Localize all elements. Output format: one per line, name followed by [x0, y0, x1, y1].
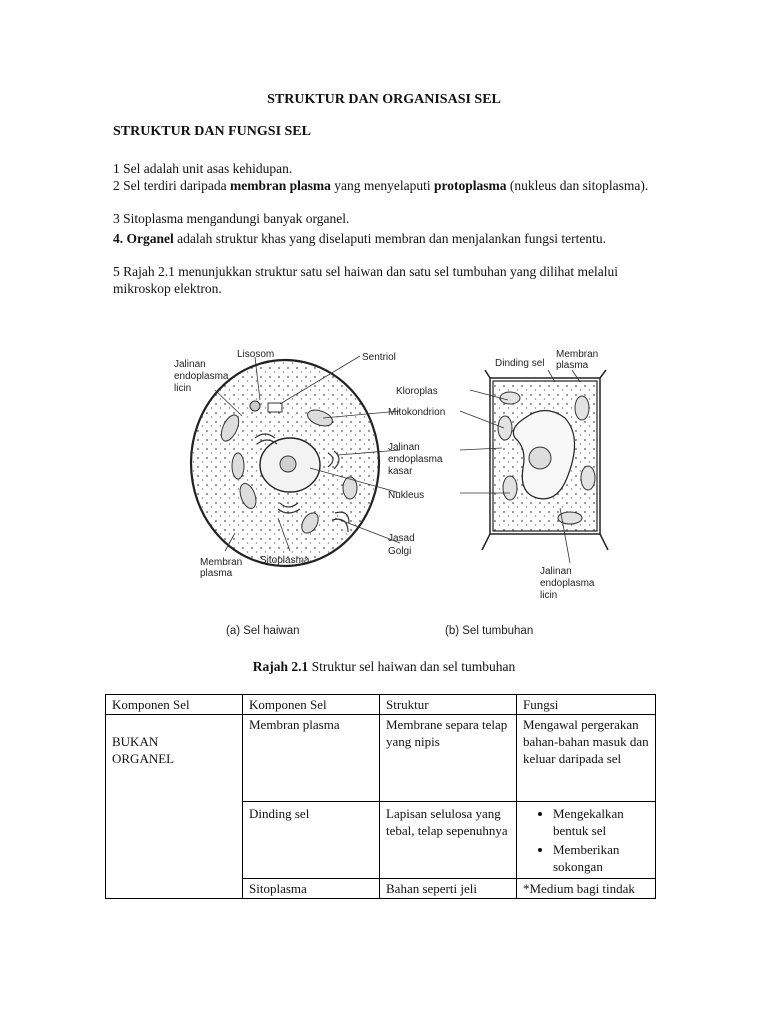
- label-mitokondrion: Mitokondrion: [388, 407, 446, 418]
- label-dinding-sel: Dinding sel: [495, 358, 545, 369]
- table-cell: Membran plasma: [243, 715, 380, 802]
- paragraph-3: 3 Sitoplasma mengandungi banyak organel.: [113, 211, 350, 226]
- label-jalinan-licin-tumbuhan: Jalinan endoplasma licin: [540, 566, 595, 601]
- page-title: STRUKTUR DAN ORGANISASI SEL: [267, 92, 501, 107]
- list-item: • Memberikan sokongan: [553, 841, 649, 875]
- table-cell: Bahan seperti jeli: [380, 879, 517, 899]
- cell-diagram: [160, 338, 620, 640]
- table-header: Komponen Sel: [106, 695, 243, 715]
- plant-cell: [482, 370, 608, 550]
- paragraph-4-text: adalah struktur khas yang diselaputi membran dan menjalankan fungsi tertentu.: [173, 231, 607, 246]
- paragraph-4: [113, 231, 653, 248]
- label-kloroplas: Kloroplas: [396, 386, 438, 397]
- figure-number: Rajah 2.1: [252, 659, 309, 674]
- table-cell: *Medium bagi tindak: [517, 879, 656, 899]
- table-cell: Mengawal pergerakan bahan-bahan masuk dan keluar daripada sel: [517, 715, 656, 802]
- table-header: Fungsi: [517, 695, 656, 715]
- table-cell: Membrane separa telap yang nipis: [380, 715, 517, 802]
- table-cell: Dinding sel: [243, 802, 380, 879]
- figure-caption-text: Struktur sel haiwan dan sel tumbuhan: [308, 659, 516, 674]
- term-organel: 4. Organel: [113, 231, 174, 246]
- label-sentriol: Sentriol: [362, 352, 396, 363]
- table-header-row: [106, 695, 656, 715]
- animal-cell: [191, 360, 379, 566]
- fungsi-list: [523, 805, 649, 875]
- label-nukleus: Nukleus: [388, 490, 425, 501]
- label-jalinan-kasar: Jalinan endoplasma kasar: [388, 442, 443, 477]
- paragraph-5: 5 Rajah 2.1 menunjukkan struktur satu sel haiwan dan satu sel tumbuhan yang dilihat melalui mikroskop elektron.: [113, 264, 619, 296]
- table-header: Komponen Sel: [243, 695, 380, 715]
- label-jasad-golgi: Jasad Golgi: [388, 533, 415, 557]
- term-membran-plasma: membran plasma: [229, 178, 331, 193]
- table-row: [106, 715, 656, 802]
- subcaption-sel-haiwan: (a) Sel haiwan: [226, 625, 300, 637]
- cell-components-table: [105, 694, 656, 899]
- table-cell: Lapisan selulosa yang tebal, telap sepenuhnya: [380, 802, 517, 879]
- label-lisosom: Lisosom: [237, 349, 275, 360]
- subcaption-sel-tumbuhan: (b) Sel tumbuhan: [445, 625, 534, 637]
- term-protoplasma: protoplasma: [433, 178, 507, 193]
- table-header: Struktur: [380, 695, 517, 715]
- table-group-cell: [106, 715, 243, 899]
- table-cell: [517, 802, 656, 879]
- paragraph-2-text: (nukleus dan sitoplasma).: [506, 178, 649, 193]
- paragraph-2: [113, 178, 653, 195]
- group-label: BUKAN ORGANEL: [112, 734, 175, 766]
- label-membran-plasma: Membran plasma: [200, 557, 243, 579]
- label-jalinan-licin: Jalinan endoplasma licin: [174, 359, 229, 394]
- paragraph-1: 1 Sel adalah unit asas kehidupan.: [113, 161, 293, 176]
- table-cell: Sitoplasma: [243, 879, 380, 899]
- figure-caption: [0, 659, 768, 675]
- label-sitoplasma: Sitoplasma: [260, 555, 310, 566]
- paragraph-2-text: yang menyelaputi: [330, 178, 434, 193]
- label-membran-plasma-tumbuhan: Membran plasma: [556, 349, 599, 371]
- section-heading: STRUKTUR DAN FUNGSI SEL: [113, 124, 311, 139]
- paragraph-2-text: 2 Sel terdiri daripada: [113, 178, 230, 193]
- list-item: • Mengekalkan bentuk sel: [553, 805, 649, 839]
